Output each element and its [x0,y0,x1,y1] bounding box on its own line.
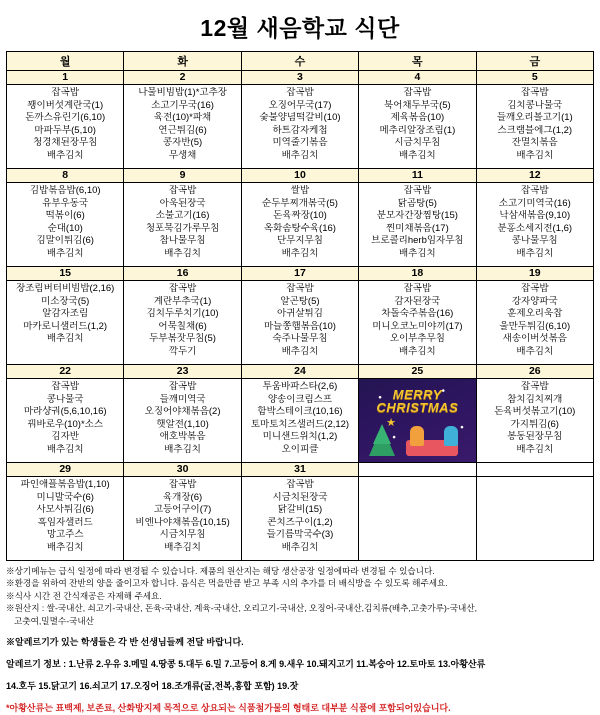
meal-item: 오이부추무침 [389,333,445,345]
meal-item: 잡곡밥 [51,87,79,98]
note-line-5: 고춧여,밀멸수-국내산 [14,615,94,626]
day-number: 10 [241,169,358,183]
allergy-header: ※알레르기가 있는 학생들은 각 반 선생님들께 전달 바랍니다. [6,637,244,648]
meal-item: 봉동된장무침 [507,431,563,443]
meal-cell [7,379,124,463]
meal-item: 마라샹궈(5,6,10,16) [23,406,107,418]
week-meal-row [7,183,594,267]
meal-item: 콩자반(5) [163,137,203,149]
meal-item: 배추김치 [281,149,319,161]
empty-cell [476,477,593,561]
meal-cell [476,85,593,169]
weekday-header-mon: 월 [7,52,124,71]
meal-item: 사모사튀김(6) [36,504,94,516]
meal-item: 김치두루치기(10) [146,308,219,320]
meal-item: 배추김치 [46,247,84,259]
meal-cell [124,183,241,267]
meal-item: 북어채두부국(5) [384,99,451,111]
meal-cell [241,85,358,169]
meal-item: 감자된장국 [394,295,441,307]
meal-item: 잔멸치볶음 [511,137,558,149]
note-line-3: ※식사 시간 전 간식재공은 자제해 주세요. [6,590,162,601]
meal-item: 잡곡밥 [521,185,549,196]
meal-item-list [9,479,121,555]
meal-item: 꿔바로우(10)*소스 [27,418,104,430]
meal-item: 미니발국수(6) [36,491,94,503]
meal-item-list [9,185,121,261]
allergy-line-2: 14.호두 15.닭고기 16.쇠고기 17.오징어 18.조개류(굴,전복,홍합 포함) 19.잣 [6,681,299,692]
holiday-cell [359,379,476,463]
meal-item: 단무지무침 [277,235,323,247]
meal-item-list [9,381,121,457]
meal-cell [124,477,241,561]
meal-item: 배추김치 [516,149,554,161]
day-number: 12 [476,169,593,183]
meal-item: 분모자간장찜탕(15) [376,210,458,222]
meal-item-list [244,87,356,163]
day-number: 19 [476,267,593,281]
meal-item: 배추김치 [516,345,554,357]
page-title: 12월 새음학교 식단 [200,15,400,41]
meal-cell [241,183,358,267]
meal-item: 분홍소세지전(1,6) [497,222,573,234]
empty-cell [359,477,476,561]
meal-item: 김자반 [51,431,79,443]
allergy-line-1: 알레르기 정보 : 1.난류 2.우유 3.메밀 4.땅콩 5.대두 6.밀 7.고등어 8.게 9.새우 10.돼지고기 11.복숭아 12.토마토 13.아황산류 [6,659,486,670]
meal-item: 깍두기 [168,345,197,357]
meal-item: 양송이크림스프 [267,393,333,405]
meal-item: 오이피클 [281,443,319,455]
weekday-header-fri: 금 [476,52,593,71]
week-number-row [7,169,594,183]
meal-cell [476,379,593,463]
meal-item: 브로콜리herb임자무침 [371,235,464,247]
weekday-header-row [7,52,594,71]
meal-cell [359,183,476,267]
allergy-footer: *아황산류는 표백제, 보존료, 산화방지제 목적으로 상요되는 식품첨가물의 형태로 대부분 식품에 포함되어있습니다. [6,703,451,714]
meal-item: 미소장국(5) [41,295,90,307]
meal-item-list [126,381,238,457]
meal-item-list [361,185,473,261]
day-number: 15 [7,267,124,281]
meal-item: 들기름막국수(3) [266,529,334,541]
meal-item: 숙주나물무침 [272,333,328,345]
meal-item: 어묵칠채(6) [158,320,207,332]
meal-item: 햇알전(1,10) [156,418,209,430]
meal-item: 김치콩나물국 [507,99,563,111]
meal-item: 배추김치 [281,247,319,259]
meal-item: 들깨미역국 [159,393,206,405]
meal-item: 잡곡밥 [403,185,432,196]
meal-item: 차돌숙주볶음(16) [381,308,454,320]
meal-item: 배추김치 [164,247,201,259]
day-number: 11 [359,169,476,183]
week-number-row [7,71,594,85]
meal-item: 배추김치 [399,247,436,259]
meal-cell [359,85,476,169]
meal-item: 잡곡밥 [521,381,549,392]
day-number: 23 [124,365,241,379]
meal-item: 미역줄기볶음 [272,137,328,149]
christmas-p1-icon [410,426,424,446]
day-number: 26 [476,365,593,379]
meal-item-list [479,381,591,457]
meal-item: 닭곰탕(5) [397,197,437,209]
day-number: 30 [124,463,241,477]
meal-item: 돈육버섯볶고기(10) [494,406,576,418]
meal-item: 배추김치 [516,443,554,455]
week-meal-row [7,85,594,169]
meal-item: 배추김치 [46,149,84,161]
week-number-row [7,267,594,281]
week-number-row [7,365,594,379]
meal-item: 울만두튀김(6,10) [499,320,571,332]
meal-item-list [244,283,356,359]
week-meal-row [7,281,594,365]
meal-cell [241,477,358,561]
meal-item-list [126,283,238,359]
meal-item: 낙삼새볶음(9,10) [499,210,571,222]
day-number: 3 [241,71,358,85]
christmas-label: MERRY CHRISTMAS [376,387,459,415]
meal-item: 콩나물무침 [511,235,558,247]
meal-item: 배추김치 [46,333,84,345]
meal-item-list [361,87,473,163]
christmas-star-icon: ★ [386,417,397,429]
meal-item-list [126,185,238,261]
meal-item: 배추김치 [164,541,201,553]
meal-cell [124,85,241,169]
meal-item: 순대(10) [47,222,83,234]
meal-item: 배추김치 [164,443,201,455]
day-number: 1 [7,71,124,85]
week-meal-row [7,379,594,463]
meal-cell [124,281,241,365]
meal-item: 소고기무국(16) [151,99,214,111]
meal-item: 김밥볶음밥(6,10) [29,185,101,196]
meal-item: 연근튀김(6) [158,124,207,136]
meal-item: 오징어무국(17) [268,99,332,111]
meal-item: 잡곡밥 [403,283,432,294]
meal-item: 돈육짜장(10) [273,210,327,222]
meal-item: 새송이버섯볶음 [502,333,567,345]
meal-item: 제육볶음(10) [390,112,445,124]
meal-item-list [479,87,591,163]
meal-item: 청포묵김가루무침 [145,222,220,234]
day-number: 8 [7,169,124,183]
christmas-p2-icon [444,426,458,446]
day-number: 24 [241,365,358,379]
meal-item: 잡곡밥 [521,283,549,294]
weekday-header-thu: 목 [359,52,476,71]
meal-item: 토마토치즈샐러드(2,12) [250,418,350,430]
day-number: 25 [359,365,476,379]
meal-item-list [244,479,356,555]
day-number: 29 [7,463,124,477]
weekday-header-tue: 화 [124,52,241,71]
meal-item: 배추김치 [46,541,84,553]
meal-item: 비엔나야채볶음(10,15) [135,516,230,528]
meal-item: 스크램블에그(1,2) [497,124,573,136]
meal-item: 숯불양념떡갈비(10) [259,112,341,124]
meal-cell [7,183,124,267]
meal-item-list [361,283,473,359]
meal-item: 아귀살튀김 [277,308,323,320]
meal-item: 잡곡밥 [403,87,432,98]
meal-cell [7,85,124,169]
meal-item: 오징어야채볶음(2) [144,406,221,418]
meal-item: 소고기미역국(16) [498,197,571,209]
day-number: 5 [476,71,593,85]
christmas-illustration [359,379,475,462]
notes-block [6,565,594,627]
day-number-empty [476,463,593,477]
meal-item: 알곤탕(5) [280,295,320,307]
meal-item: 잡곡밥 [521,87,549,98]
day-number: 22 [7,365,124,379]
meal-item: 흑임자샐러드 [37,516,93,528]
meal-item: 시금치무침 [394,137,441,149]
meal-item: 배추김치 [281,541,319,553]
meal-item: 배추김치 [46,443,84,455]
meal-item-list [244,381,356,457]
meal-item: 하트감자케첩 [272,124,328,136]
meal-item: 찐미채볶음(17) [385,222,449,234]
menu-table [6,51,594,561]
meal-item: 콘치즈구이(1,2) [267,516,333,528]
meal-item: 소불고기(16) [155,210,210,222]
meal-item: 알감자조림 [42,308,89,320]
meal-item: 미니오코노미야끼(17) [372,320,463,332]
meal-item: 돈까스유린기(6,10) [25,112,106,124]
note-line-1: ※상기메뉴는 급식 일정에 따라 변경될 수 있습니다. 제품의 원산지는 해당 생산공장 일정에따라 변경될 수 있습니다. [6,566,435,576]
note-line-4: ※원산지 : 쌀-국내산, 쇠고기-국내산, 돈육-국내산, 계육-국내산, 오리고기-국내산, 오징어-국내산,김치류(배추,고춧가루)-국내산, [6,603,478,614]
meal-item-list [126,87,238,163]
meal-item: 꽹이버섯계란국(1) [27,99,104,111]
day-number: 4 [359,71,476,85]
meal-item: 배추김치 [516,247,554,259]
meal-item: 잡곡밥 [168,479,197,490]
meal-item: 잡곡밥 [286,479,314,490]
meal-item: 투움바파스타(2,6) [262,381,338,392]
meal-item: 참치김치찌개 [507,393,563,405]
meal-item-list [126,479,238,555]
meal-item: 순두부찌개볶국(5) [262,197,338,209]
meal-item-list [479,283,591,359]
meal-item: 훈제오리욱찹 [507,308,563,320]
meal-item-list [244,185,356,261]
meal-item: 파인애플볶음밥(1,10) [20,479,110,490]
meal-cell [476,281,593,365]
meal-item: 참나물무침 [159,235,206,247]
day-number: 9 [124,169,241,183]
meal-cell [7,477,124,561]
day-number: 18 [359,267,476,281]
day-number: 2 [124,71,241,85]
meal-item: 마늘쫑햄볶음(10) [263,320,336,332]
meal-item: 계란부추국(1) [153,295,212,307]
meal-item: 유부우동국 [42,197,89,209]
meal-item: 잡곡밥 [286,87,314,98]
meal-item-list [9,283,121,346]
meal-item: 시금치된장국 [272,491,328,503]
meal-item: 김말이튀김(6) [36,235,94,247]
day-number: 31 [241,463,358,477]
meal-item: 배추김치 [281,345,319,357]
meal-item: 메추리알장조림(1) [379,124,456,136]
meal-item: 청경채된장무침 [33,137,98,149]
meal-item: 나물비빔밥(1)*고추장 [138,87,227,98]
meal-item: 가지튀김(6) [510,418,559,430]
meal-item: 옥화솜탕수육(16) [263,222,336,234]
meal-item: 망고주스 [46,529,84,541]
meal-item: 육개장(6) [163,491,203,503]
meal-item: 애호박볶음 [159,431,206,443]
meal-item: 배추김치 [399,345,436,357]
meal-cell [359,281,476,365]
meal-cell [7,281,124,365]
meal-item: 들깨오리볼고기(1) [496,112,573,124]
note-line-2: ※환경을 위하여 잔반의 양을 줄이고자 합니다. 음식은 먹을만큼 받고 부족 시의 추가를 더 배식방을 수 있도록 해주세요. [6,578,448,589]
meal-item: 미니샌드위치(1,2) [262,431,338,443]
day-number-empty [359,463,476,477]
meal-item: 잡곡밥 [168,283,197,294]
meal-item: 함박스테이크(10,16) [257,406,343,418]
week-meal-row [7,477,594,561]
meal-item: 콩나물국 [46,393,84,405]
weekday-header-wed: 수 [241,52,358,71]
meal-item: 닭갈비(15) [277,504,323,516]
meal-item: 시금치무침 [159,529,206,541]
allergy-block [6,636,594,715]
meal-item: 잡곡밥 [286,283,314,294]
meal-item: 잡곡밥 [51,381,79,392]
meal-item: 강자양파국 [511,295,558,307]
meal-item: 배추김치 [399,149,436,161]
meal-item: 고등어구이(7) [153,504,212,516]
meal-item: 쌀밥 [290,185,310,196]
day-number: 16 [124,267,241,281]
meal-cell [241,379,358,463]
meal-item: 잡곡밥 [168,185,197,196]
day-number: 17 [241,267,358,281]
meal-item: 마파두부(5,10) [34,124,96,136]
week-number-row [7,463,594,477]
meal-item-list [9,87,121,163]
meal-item: 두부볶잣무침(5) [149,333,216,345]
meal-cell [124,379,241,463]
meal-item: 무생채 [168,149,197,161]
meal-item: 마카로니샐러드(1,2) [23,320,108,332]
meal-cell [241,281,358,365]
meal-cell [476,183,593,267]
meal-item: 떡볶이(6) [45,210,85,222]
meal-item: 잡곡밥 [168,381,197,392]
meal-item: 아욱된장국 [159,197,206,209]
meal-item: 육전(10)*파채 [153,112,212,124]
meal-item-list [479,185,591,261]
meal-item: 장조림버터비빔밥(2,16) [16,283,115,294]
